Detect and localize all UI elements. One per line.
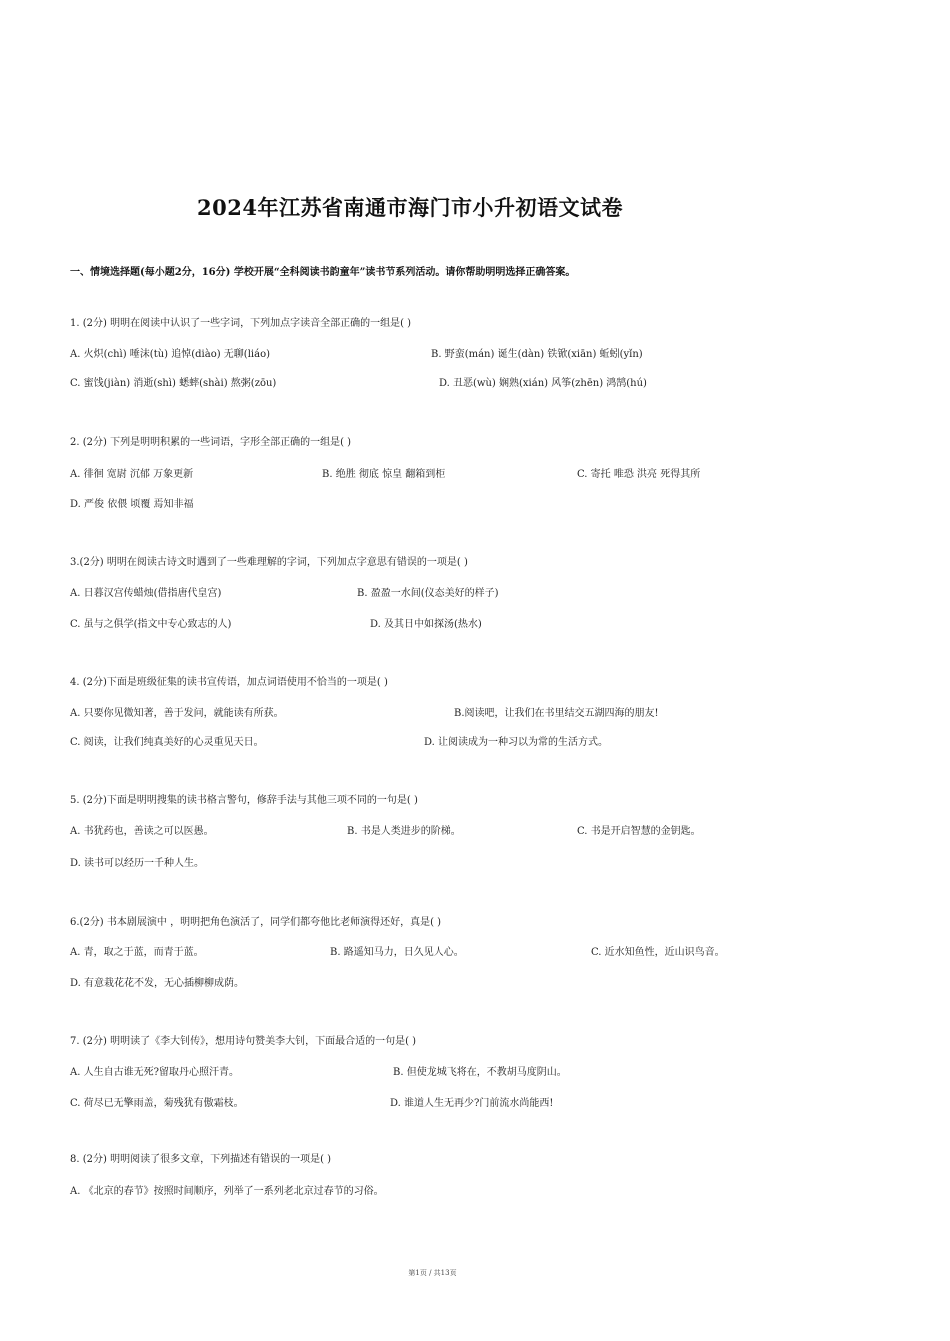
question-1-option-b: B. 野蛮(mán) 诞生(dàn) 铁锨(xiān) 蚯蚓(yǐn) [431,349,643,360]
question-1-option-a: A. 火炽(chì) 唾沫(tù) 追悼(diào) 无聊(liáo) [70,349,270,360]
page-footer: 第1页 / 共13页 [408,1269,457,1277]
question-2-stem: 2. (2分) 下列是明明积累的一些词语，字形全部正确的一组是( ) [70,437,352,448]
question-8-stem: 8. (2分) 明明阅读了很多文章，下列描述有错误的一项是( ) [70,1154,332,1165]
question-6-stem: 6.(2分) 书本剧展演中 ，明明把角色演活了，同学们都夸他比老师演得还好，真是( ) [70,917,442,928]
page-title: 2024年江苏省南通市海门市小升初语文试卷 [197,195,623,220]
question-5-option-b: B. 书是人类进步的阶梯。 [347,826,461,837]
question-1-option-c: C. 蜜饯(jiàn) 消逝(shì) 蟋蟀(shài) 熬粥(zōu) [70,378,277,389]
question-3-option-d: D. 及其日中如探汤(热水) [370,619,482,630]
question-6-option-b: B. 路遥知马力，日久见人心。 [330,947,464,958]
question-5-option-c: C. 书是开启智慧的金钥匙。 [577,826,701,837]
question-3-option-b: B. 盈盈一水间(仪态美好的样子) [357,588,499,599]
question-7-option-b: B. 但使龙城飞将在，不教胡马度阴山。 [393,1067,567,1078]
question-1-stem: 1. (2分) 明明在阅读中认识了一些字词，下列加点字读音全部正确的一组是( ) [70,318,412,329]
question-4-option-c: C. 阅读，让我们纯真美好的心灵重见天日。 [70,737,264,748]
question-4-option-b: B.阅读吧，让我们在书里结交五湖四海的朋友! [454,708,659,719]
question-3-option-c: C. 虽与之俱学(指文中专心致志的人) [70,619,232,630]
question-5-stem: 5. (2分)下面是明明搜集的读书格言警句，修辞手法与其他三项不同的一句是( ) [70,795,418,806]
question-4-stem: 4. (2分)下面是班级征集的读书宣传语，加点词语使用不恰当的一项是( ) [70,677,388,688]
question-2-option-d: D. 严俊 依偎 顷覆 焉知非福 [70,499,194,510]
question-7-option-c: C. 荷尽已无擎雨盖，菊残犹有傲霜枝。 [70,1098,244,1109]
question-6-option-d: D. 有意栽花花不发，无心插柳柳成荫。 [70,978,245,989]
question-6-option-a: A. 青，取之于蓝，而青于蓝。 [70,947,204,958]
question-4-option-d: D. 让阅读成为一种习以为常的生活方式。 [424,737,609,748]
question-2-option-b: B. 绝胜 彻底 惊皇 翻箱到柜 [322,469,446,480]
question-5-option-d: D. 读书可以经历一千种人生。 [70,858,205,869]
question-2-option-c: C. 寄托 唯恐 洪亮 死得其所 [577,469,701,480]
question-7-option-d: D. 谁道人生无再少?门前流水尚能西! [390,1098,554,1109]
question-4-option-a: A. 只要你见微知著，善于发问，就能读有所获。 [70,708,284,719]
question-2-option-a: A. 徘徊 宽尉 沉郁 万象更新 [70,469,194,480]
question-5-option-a: A. 书犹药也，善读之可以医愚。 [70,826,214,837]
question-1-option-d: D. 丑恶(wù) 娴熟(xián) 风筝(zhēn) 鸿鹄(hú) [439,378,647,389]
question-7-stem: 7. (2分) 明明读了《李大钊传》，想用诗句赞美李大钊，下面最合适的一句是( ) [70,1036,417,1047]
question-3-stem: 3.(2分) 明明在阅读古诗文时遇到了一些难理解的字词，下列加点字意思有错误的一项是( ) [70,557,468,568]
question-8-option-a: A. 《北京的春节》按照时间顺序，列举了一系列老北京过春节的习俗。 [70,1186,384,1197]
question-6-option-c: C. 近水知鱼性，近山识鸟音。 [591,947,725,958]
question-3-option-a: A. 日暮汉宫传蜡烛(借指唐代皇宫) [70,588,222,599]
question-7-option-a: A. 人生自古谁无死?留取丹心照汗青。 [70,1067,239,1078]
section-heading: 一、情境选择题(每小题2分，16分) 学校开展“全科阅读书韵童年”读书节系列活动。请你帮助明明选择正确答案。 [70,267,576,278]
